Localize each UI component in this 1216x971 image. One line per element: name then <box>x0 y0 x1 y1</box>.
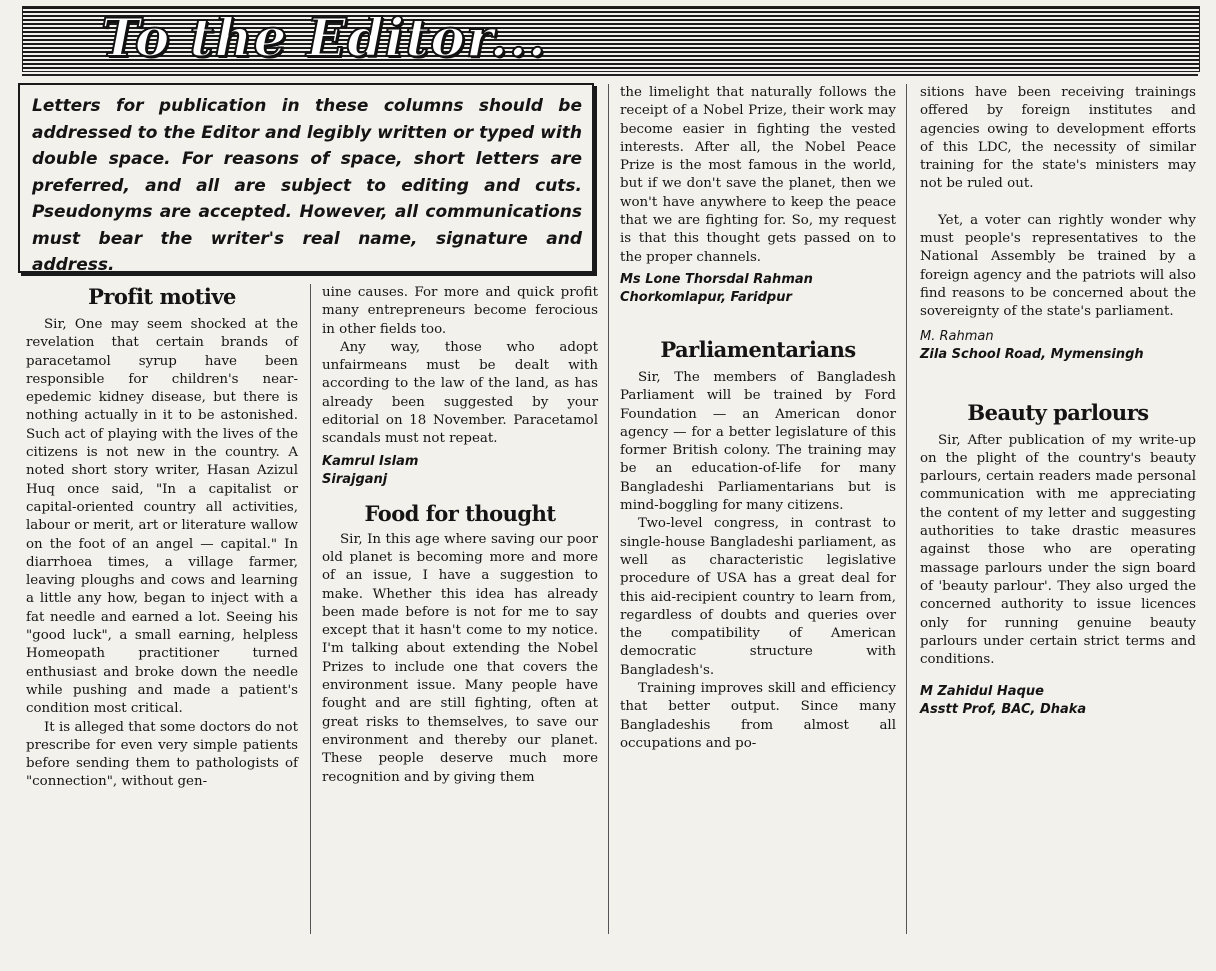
letter-paragraph: Training improves skill and efficiency that better output. Since many Bangladeshis from almost all occupations and po- <box>620 681 896 751</box>
signature-place: Asstt Prof, BAC, Dhaka <box>920 702 1087 718</box>
letter-paragraph-continued: sitions have been receiving trainings offered by foreign institutes and agencies owing to development efforts of this LDC, the necessity of similar training for the state's ministers may not be ruled out. <box>920 85 1196 192</box>
column-divider <box>310 284 311 934</box>
masthead-banner <box>22 6 1200 72</box>
masthead-rule <box>22 74 1198 76</box>
signature-place: Chorkomlapur, Faridpur <box>620 289 792 305</box>
letter-paragraph: Sir, After publication of my write-up on the plight of the country's beauty parlours, certain readers made personal communication with me appreciating the content of my letter and suggesting authorities to take drastic measures against those who are operating massage parlours under the sign board of 'beauty parlour'. They also urged the concerned authority to issue licences only for running genuine beauty parlours under certain strict terms and conditions. <box>920 432 1196 668</box>
column-divider <box>906 84 907 934</box>
letter-paragraph: Sir, In this age where saving our poor old planet is becoming more and more of an issue, I have a suggestion to make. Whether this idea has already been made before is not for me to say except that it hasn't come to my notice. I'm talking about extending the Nobel Prizes to include one that covers the environment issue. Many people have fought and are still fighting, often at great risks to themselves, to save our environment and thereby our planet. These people deserve much more recognition and by giving them <box>322 531 598 785</box>
letter-paragraph: Two-level congress, in contrast to single-house Bangladeshi parliament, as well as characteristic legislative procedure of USA has a great deal for this aid-recipient country to learn from, regardless of doubts and queries over the compatibility of American democratic structure with Bangladesh's. <box>620 516 896 678</box>
column-divider <box>608 84 609 934</box>
signature-place: Zila School Road, Mymensingh <box>920 346 1144 362</box>
letter-paragraph: Sir, One may seem shocked at the revelation that certain brands of paracetamol syrup have been responsible for children's near-epedemic kidney disease, but there is nothing actually in it to be astonished. Such act of playing with the lives of the citizens is not new in the country. A noted short story writer, Hasan Azizul Huq once said, "In a capitalist or capital-oriented country all activities, labour or merit, art or literature wallow on the foot of an angel — capital." In diarrhoea times, a village farmer, leaving ploughs and cows and learning a little any how, began to inject with a fat needle and earned a lot. Seeing his "good luck", a small earning, helpless Homeopath practitioner turned enthusiast and broke down the needle while pushing and made a patient's condition most critical. <box>26 317 298 717</box>
letter-heading-profit-motive: Profit motive <box>88 284 236 309</box>
signature-name: Kamrul Islam <box>322 453 419 469</box>
column-1 <box>26 284 298 792</box>
column-3 <box>620 84 896 753</box>
signature-name: Ms Lone Thorsdal Rahman <box>620 271 813 287</box>
letter-heading-parliamentarians: Parliamentarians <box>660 336 856 362</box>
signature-name: M Zahidul Haque <box>920 684 1044 700</box>
masthead-title: To the Editor... <box>101 8 547 69</box>
letter-paragraph-continued: the limelight that naturally follows the receipt of a Nobel Prize, their work may become easier in fighting the vested interests. After all, the Nobel Peace Prize is the most famous in the world, but if we don't save the planet, then we won't have anywhere to keep the peace that we are fighting for. So, my request is that this thought gets passed on to the proper channels. <box>620 85 896 265</box>
column-2 <box>322 284 598 787</box>
letter-paragraph: Yet, a voter can rightly wonder why must people's representatives to the National Assembly be trained by a foreign agency and the patriots will also find reasons to be concerned about the sovereignty of the state's parliament. <box>920 212 1196 320</box>
signature-place: Sirajganj <box>322 471 388 487</box>
letter-paragraph: Any way, those who adopt unfairmeans must be dealt with according to the law of the land, as has already been suggested by your editorial on 18 November. Paracetamol scandals must not repeat. <box>322 339 598 447</box>
letter-paragraph-continued: uine causes. For more and quick profit many entrepreneurs become ferocious in other fields too. <box>322 285 598 337</box>
signature-name: M. Rahman <box>920 328 994 344</box>
letter-heading-food-for-thought: Food for thought <box>364 500 556 526</box>
editorial-notice-box: Letters for publication in these columns should be addressed to the Editor and legibly written or typed with double space. For reasons of space, short letters are preferred, and all are subject to editing and cuts. Pseudonyms are accepted. However, all communications must bear the writer's real name, signature and address. <box>18 83 594 273</box>
letter-heading-beauty-parlours: Beauty parlours <box>967 399 1149 425</box>
letter-paragraph: It is alleged that some doctors do not prescribe for even very simple patients before sending them to pathologists of "connection", without gen- <box>26 719 298 790</box>
letter-paragraph: Sir, The members of Bangladesh Parliament will be trained by Ford Foundation — an American donor agency — for a better legislature of this former British colony. The training may be an education-of-life for many Bangladeshi Parliamentarians but is mind-boggling for many citizens. <box>620 369 896 514</box>
column-4 <box>920 84 1196 719</box>
